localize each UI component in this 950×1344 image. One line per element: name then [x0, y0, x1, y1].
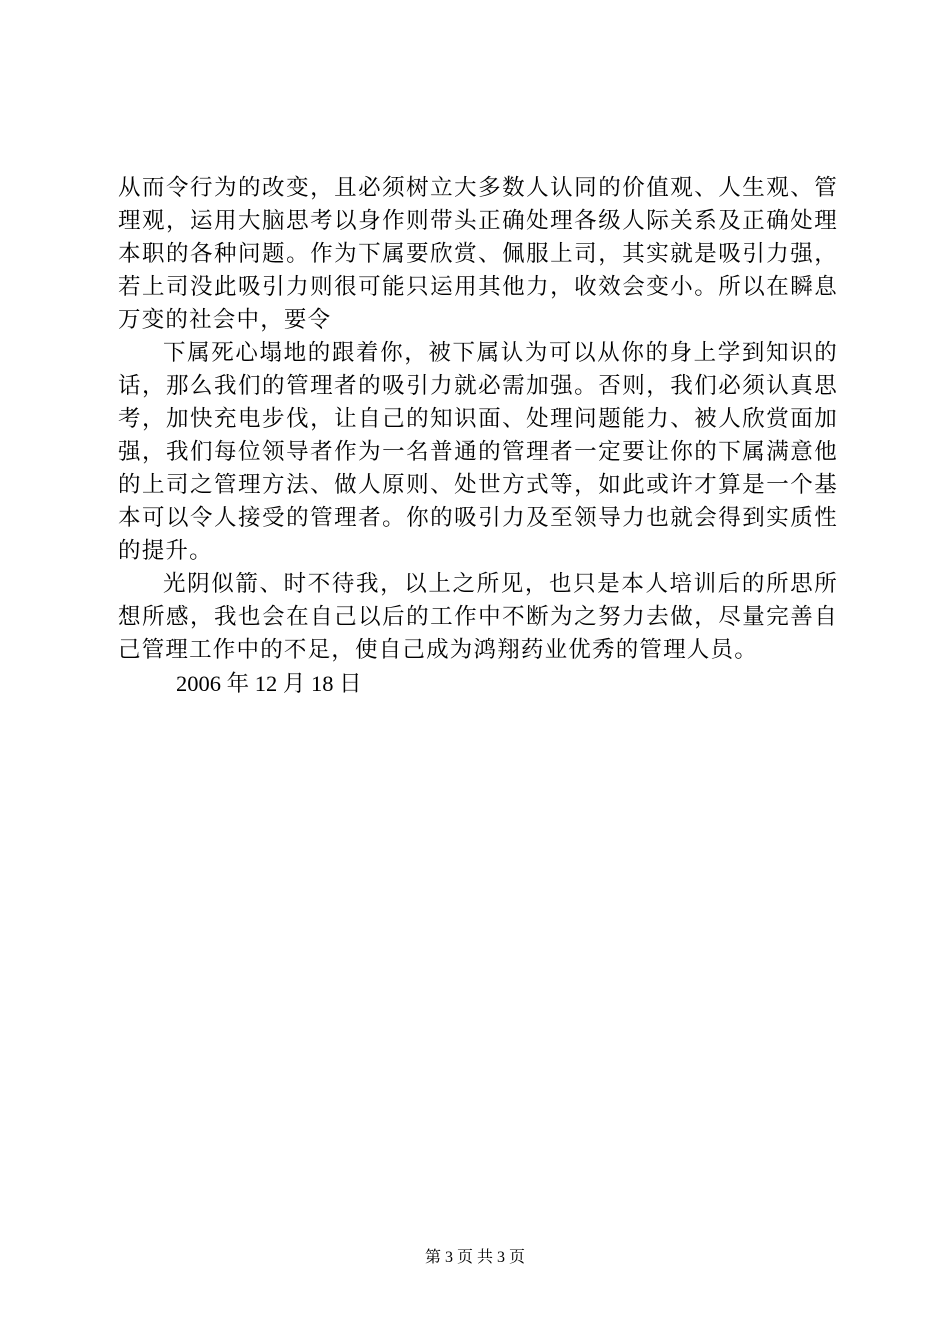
paragraph-1: 从而令行为的改变，且必须树立大多数人认同的价值观、人生观、管理观，运用大脑思考以身作则带头正确处理各级人际关系及正确处理本职的各种问题。作为下属要欣赏、佩服上司，其实就是吸引力强，若上司没此吸引力则很可能只运用其他力，收效会变小。所以在瞬息万变的社会中，要令	[118, 175, 838, 333]
paragraph-2: 下属死心塌地的跟着你，被下属认为可以从你的身上学到知识的话，那么我们的管理者的吸引力就必需加强。否则，我们必须认真思考，加快充电步伐，让自己的知识面、处理问题能力、被人欣赏面加强，我们每位领导者作为一名普通的管理者一定要让你的下属满意他的上司之管理方法、做人原则、处世方式等，如此或许才算是一个基本可以令人接受的管理者。你的吸引力及至领导力也就会得到实质性的提升。	[118, 340, 838, 564]
paragraph-3: 光阴似箭、时不待我，以上之所见，也只是本人培训后的所思所想所感，我也会在自己以后的工作中不断为之努力去做，尽量完善自己管理工作中的不足，使自己成为鸿翔药业优秀的管理人员。	[118, 571, 838, 663]
page-footer: 第 3 页 共 3 页	[424, 1249, 525, 1266]
document-date: 2006 年 12 月 18 日	[176, 671, 362, 696]
document-body	[118, 172, 838, 700]
